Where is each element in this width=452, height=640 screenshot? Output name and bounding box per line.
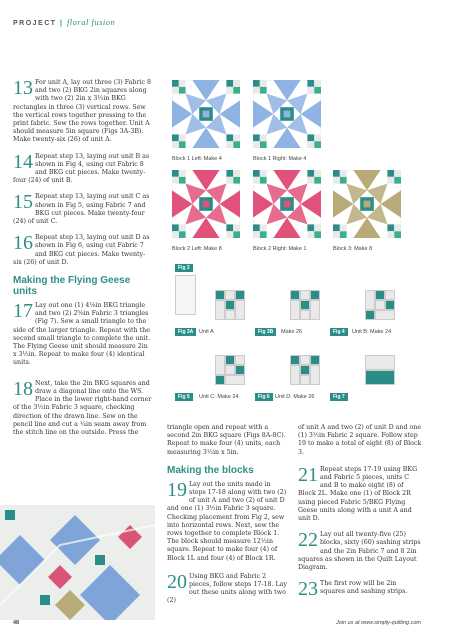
step-text: Lay out one (1) 4⅛in BKG triangle and two (2) 2⅝in Fabric 3 triangles (Fig 7). Sew a small triangle to the side of the larger triangle. Repeat with the second small triangle to complete the unit. The Flying Geese unit should measure 2in x 3½in. Repeat to make four (4) identical units. bbox=[13, 302, 151, 367]
page-number: 48 bbox=[13, 620, 20, 626]
fig-4-caption: Unit B: Make 24 bbox=[352, 329, 392, 335]
fig-4-label: Fig 4 bbox=[330, 328, 348, 336]
fig-2-diagram bbox=[175, 275, 196, 315]
right-column bbox=[298, 424, 422, 605]
step-text: The first row will be 2in squares and sashing strips. bbox=[320, 580, 408, 596]
fig-7-label: Fig 7 bbox=[330, 393, 348, 401]
fig-3b-label: Fig 3B bbox=[255, 328, 276, 336]
step-21 bbox=[298, 463, 422, 523]
caption-block-1-left: Block 1 Left: Make 4 bbox=[172, 156, 222, 162]
step-text: Repeat step 13, laying out unit C as shown in Fig 5, using Fabric 7 and BKG cut pieces. Make twenty-four (24) of unit C. bbox=[13, 193, 150, 226]
quilt-photo-image bbox=[0, 505, 155, 620]
unit-a-sewn-diagram bbox=[290, 290, 320, 320]
fig-3b-caption: Make 26 bbox=[281, 329, 303, 335]
footer-join: Join us at bbox=[336, 620, 360, 626]
unit-d-diagram bbox=[290, 355, 320, 385]
step-number: 21 bbox=[298, 463, 318, 486]
caption-block-1-right: Block 1 Right: Make 4 bbox=[253, 156, 307, 162]
fig-3a-caption: Unit A bbox=[199, 329, 214, 335]
left-column bbox=[13, 79, 153, 445]
fig-5-label: Fig 5 bbox=[175, 393, 193, 401]
step-number: 22 bbox=[298, 529, 318, 552]
step-18 bbox=[13, 377, 153, 437]
unit-b-diagram bbox=[365, 290, 395, 320]
fig-6-caption: Unit D: Make 26 bbox=[275, 394, 315, 400]
step-text: For unit A, lay out three (3) Fabric 8 and two (2) BKG 2in squares along with two (2) 2in x 3½in BKG rectangles in three (3) vertical rows. Sew the vertical rows together pressing to the print fabric. Sew the rows together. Unit A should measure 5in square (Figs 3A-3B). Make twenty-six (26) of unit A. bbox=[13, 79, 151, 144]
fig-6-label: Fig 6 bbox=[255, 393, 273, 401]
flying-geese-heading: Making the Flying Geese units bbox=[13, 275, 131, 298]
step-14 bbox=[13, 150, 153, 186]
blocks-heading: Making the blocks bbox=[167, 464, 254, 476]
step-number: 19 bbox=[167, 478, 187, 501]
step-number: 18 bbox=[13, 377, 33, 400]
caption-block-2-left: Block 2 Left: Make 8 bbox=[172, 246, 222, 252]
step-number: 15 bbox=[13, 191, 33, 214]
block-1-left-diagram bbox=[172, 80, 240, 148]
caption-block-3: Block 3: Make 8 bbox=[333, 246, 373, 252]
step-text: Using BKG and Fabric 2 pieces, follow steps 17-18. Lay out these units along with two (2) bbox=[167, 572, 287, 605]
step-17 bbox=[13, 302, 153, 368]
middle-column bbox=[167, 424, 287, 614]
step-text: Repeat steps 17-19 using BKG and Fabric 5 pieces, units C and B to make eight (8) of Block 2L. Make one (1) of Block 2R using pieced Fabric 5/BKG Flying Geese units along with a unit A and unit D. bbox=[298, 465, 418, 523]
step-13 bbox=[13, 79, 153, 145]
fig-2-label: Fig 2 bbox=[175, 264, 193, 272]
step-19 bbox=[167, 478, 287, 563]
step-23 bbox=[298, 578, 422, 601]
step-15 bbox=[13, 193, 153, 226]
step-16 bbox=[13, 234, 153, 267]
step-number: 14 bbox=[13, 150, 33, 173]
block-2-right-diagram bbox=[253, 170, 321, 238]
step-number: 20 bbox=[167, 570, 187, 593]
footer-site bbox=[336, 620, 421, 626]
fig-3a-label: Fig 3A bbox=[175, 328, 196, 336]
step-22 bbox=[298, 531, 422, 572]
footer-url: www.simply-quilting.com bbox=[361, 620, 421, 626]
step-text: Next, take the 2in BKG squares and draw a diagonal line onto the WS. Place in the lower right-hand corner of the 3½in Fabric 3 square, checking direction of the drawn line. Sew on the pencil line and cut a ¼in seam away from the stitch line on the outside. Press the bbox=[13, 379, 152, 436]
header-title: floral fusion bbox=[66, 17, 116, 27]
step-text: Lay out all twenty-five (25) blocks, sixty (60) sashing strips and the 2in Fabric 7 and 8 2in squares as shown in the Quilt Layout Diagram. bbox=[298, 531, 421, 572]
step-number: 16 bbox=[13, 232, 33, 255]
step-20 bbox=[167, 570, 287, 606]
step-text: Repeat step 13, laying out unit D as shown in Fig 6, using cut Fabric 7 and BKG cut pieces. Make twenty-six (26) of unit D. bbox=[13, 234, 150, 266]
header-section: PROJECT bbox=[13, 20, 57, 27]
step-number: 17 bbox=[13, 300, 33, 323]
step-text: Lay out the units made in steps 17-18 along with two (2) of unit A and two (2) of unit D and one (1) 3½in Fabric 3 square. Checking placement from Fig 2, sew into horizontal rows. Next, sew the rows together to complete Block 1. The block should measure 12½in square. Repeat to make four (4) of Block 1L and four (4) of Block 1R. bbox=[167, 480, 287, 562]
block-2-left-diagram bbox=[172, 170, 240, 238]
block-1-right-diagram bbox=[253, 80, 321, 148]
block-3-diagram bbox=[333, 170, 401, 238]
unit-a-diagram bbox=[215, 290, 245, 320]
quilt-photo bbox=[0, 505, 155, 620]
middle-intro-text: triangle open and repeat with a second 2in BKG square (Figs 8A-8C). Repeat to make four (4) units, each measuring 3½in x 5in. bbox=[167, 424, 286, 456]
step-number: 23 bbox=[298, 578, 318, 601]
unit-c-diagram bbox=[215, 355, 245, 385]
right-intro-text: of unit A and two (2) of unit D and one (1) 3½in Fabric 2 square. Follow step 19 to make a total of eight (8) of Block 3. bbox=[298, 424, 422, 456]
step-number: 13 bbox=[13, 77, 33, 99]
caption-block-2-right: Block 2 Right: Make 1 bbox=[253, 246, 307, 252]
flying-geese-diagram bbox=[365, 355, 395, 385]
fig-5-caption: Unit C: Make 24 bbox=[199, 394, 239, 400]
step-text: Repeat step 13, laying out unit B as shown in Fig 4, using cut Fabric 8 and BKG cut pieces. Make twenty-four (24) of unit B. bbox=[13, 152, 150, 185]
header-divider: | bbox=[60, 20, 64, 27]
page-header bbox=[13, 17, 115, 27]
